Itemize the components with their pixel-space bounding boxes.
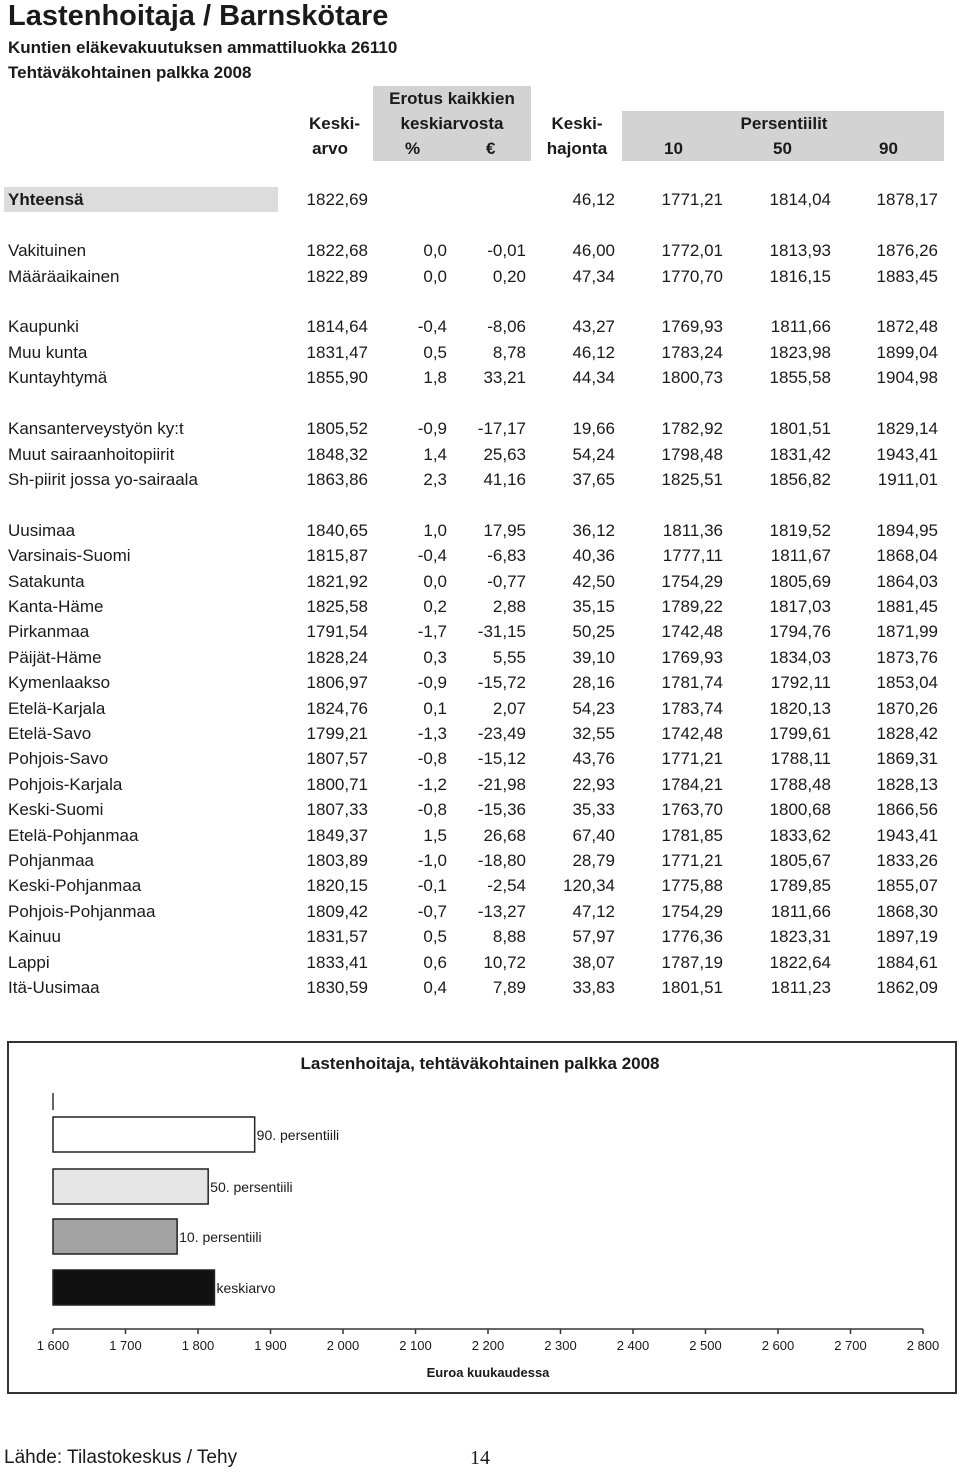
- cell-keskihajonta: 46,12: [572, 343, 615, 362]
- page-title: Lastenhoitaja / Barnskötare: [8, 0, 389, 32]
- chart-x-tick-label: 2 100: [399, 1338, 432, 1353]
- cell-erotus-pct: -1,2: [417, 775, 447, 794]
- cell-keskihajonta: 36,12: [572, 521, 615, 540]
- chart-bar: [53, 1117, 255, 1152]
- cell-erotus-eur: -15,12: [477, 749, 526, 768]
- cell-erotus-eur: 2,88: [492, 597, 526, 616]
- chart-x-axis-label: Euroa kuukaudessa: [426, 1365, 550, 1380]
- cell-p90: 1869,31: [876, 749, 938, 768]
- cell-keskihajonta: 33,83: [572, 978, 615, 997]
- cell-p10: 1798,48: [661, 445, 723, 464]
- cell-p90: 1868,04: [876, 546, 938, 565]
- cell-p50: 1856,82: [769, 470, 831, 489]
- header-euro: €: [486, 139, 496, 158]
- cell-keskiarvo: 1824,76: [306, 699, 368, 718]
- header-persentiilit: Persentiilit: [740, 114, 828, 133]
- cell-keskihajonta: 54,23: [572, 699, 615, 718]
- cell-keskiarvo: 1833,41: [306, 953, 368, 972]
- cell-p90: 1853,04: [876, 673, 938, 692]
- cell-erotus-eur: -23,49: [477, 724, 526, 743]
- cell-p50: 1805,69: [769, 572, 831, 591]
- cell-p50: 1833,62: [769, 826, 831, 845]
- cell-keskiarvo: 1800,71: [306, 775, 368, 794]
- row-label: Kansanterveystyön ky:t: [8, 419, 184, 438]
- cell-keskiarvo: 1855,90: [306, 368, 368, 387]
- cell-erotus-eur: 7,89: [492, 978, 526, 997]
- header-keskiarvo-line2: arvo: [312, 139, 348, 158]
- row-label: Pohjanmaa: [8, 851, 95, 870]
- cell-keskihajonta: 38,07: [572, 953, 615, 972]
- chart-x-tick-label: 1 700: [109, 1338, 142, 1353]
- cell-p90: 1878,17: [876, 190, 938, 209]
- chart-bar-label: 50. persentiili: [210, 1179, 293, 1195]
- cell-keskiarvo: 1799,21: [306, 724, 368, 743]
- chart-x-tick-label: 2 200: [471, 1338, 505, 1353]
- cell-erotus-pct: 1,8: [423, 368, 447, 387]
- cell-erotus-pct: 0,1: [423, 699, 447, 718]
- cell-keskihajonta: 37,65: [572, 470, 615, 489]
- chart-x-tick-label: 1 800: [181, 1338, 215, 1353]
- cell-keskihajonta: 46,12: [572, 190, 615, 209]
- row-label: Muu kunta: [8, 343, 88, 362]
- cell-keskiarvo: 1822,89: [306, 267, 368, 286]
- chart-x-tick-label: 2 800: [906, 1338, 940, 1353]
- row-label: Muut sairaanhoitopiirit: [8, 445, 175, 464]
- cell-keskihajonta: 28,79: [572, 851, 615, 870]
- cell-p90: 1862,09: [876, 978, 938, 997]
- cell-p90: 1870,26: [876, 699, 938, 718]
- cell-erotus-eur: 2,07: [492, 699, 526, 718]
- cell-keskiarvo: 1791,54: [306, 622, 368, 641]
- cell-erotus-pct: 0,6: [423, 953, 447, 972]
- cell-keskiarvo: 1831,47: [306, 343, 368, 362]
- row-label: Pohjois-Karjala: [8, 775, 123, 794]
- chart-bar: [53, 1169, 208, 1204]
- chart-x-tick-label: 2 600: [761, 1338, 795, 1353]
- source-note: Lähde: Tilastokeskus / Tehy: [4, 1447, 238, 1468]
- cell-p10: 1769,93: [661, 317, 723, 336]
- cell-p90: 1904,98: [876, 368, 938, 387]
- cell-p90: 1943,41: [876, 826, 938, 845]
- cell-erotus-eur: -21,98: [477, 775, 526, 794]
- cell-p10: 1754,29: [661, 572, 723, 591]
- cell-p90: 1897,19: [876, 927, 938, 946]
- cell-p50: 1834,03: [769, 648, 831, 667]
- chart-bar-label: keskiarvo: [216, 1280, 276, 1296]
- chart-x-tick-label: 2 000: [326, 1338, 360, 1353]
- cell-p90: 1876,26: [876, 241, 938, 260]
- cell-keskiarvo: 1822,69: [306, 190, 368, 209]
- row-label: Kainuu: [8, 927, 61, 946]
- cell-p10: 1742,48: [661, 724, 723, 743]
- cell-keskihajonta: 42,50: [572, 572, 615, 591]
- header-percent: %: [405, 139, 421, 158]
- chart-x-tick-label: 2 300: [544, 1338, 577, 1353]
- header-p10: 10: [664, 139, 683, 158]
- cell-p90: 1871,99: [876, 622, 938, 641]
- row-label: Keski-Pohjanmaa: [8, 876, 142, 895]
- cell-keskihajonta: 54,24: [572, 445, 615, 464]
- cell-p50: 1817,03: [769, 597, 831, 616]
- cell-erotus-pct: 0,4: [423, 978, 447, 997]
- cell-p90: 1828,13: [876, 775, 938, 794]
- row-label: Uusimaa: [8, 521, 76, 540]
- cell-p10: 1783,24: [661, 343, 723, 362]
- cell-p90: 1911,01: [877, 470, 938, 489]
- cell-erotus-eur: 25,63: [483, 445, 526, 464]
- chart-bar: [53, 1219, 177, 1254]
- cell-p90: 1829,14: [876, 419, 938, 438]
- cell-erotus-eur: 5,55: [492, 648, 526, 667]
- cell-erotus-eur: -17,17: [477, 419, 526, 438]
- row-label: Kuntayhtymä: [8, 368, 108, 387]
- cell-keskiarvo: 1820,15: [306, 876, 368, 895]
- row-label: Kanta-Häme: [8, 597, 104, 616]
- header-erotus-line1: Erotus kaikkien: [389, 89, 515, 108]
- cell-p50: 1788,11: [770, 749, 831, 768]
- row-label: Etelä-Pohjanmaa: [8, 826, 139, 845]
- cell-p50: 1831,42: [769, 445, 831, 464]
- chart-x-tick-label: 1 600: [36, 1338, 70, 1353]
- cell-keskiarvo: 1863,86: [306, 470, 368, 489]
- cell-erotus-eur: 8,88: [492, 927, 526, 946]
- cell-keskihajonta: 120,34: [563, 876, 615, 895]
- cell-erotus-eur: 33,21: [483, 368, 526, 387]
- cell-p90: 1864,03: [876, 572, 938, 591]
- cell-erotus-eur: 26,68: [483, 826, 526, 845]
- cell-p90: 1884,61: [876, 953, 938, 972]
- cell-erotus-pct: -0,4: [417, 546, 447, 565]
- cell-erotus-pct: 0,5: [423, 343, 447, 362]
- cell-p10: 1754,29: [661, 902, 723, 921]
- subtitle-salary-type: Tehtäväkohtainen palkka 2008: [8, 63, 252, 82]
- cell-keskiarvo: 1821,92: [306, 572, 368, 591]
- cell-p50: 1819,52: [769, 521, 831, 540]
- cell-keskihajonta: 39,10: [572, 648, 615, 667]
- cell-keskihajonta: 43,76: [572, 749, 615, 768]
- page-number: 14: [470, 1447, 490, 1469]
- row-label: Pirkanmaa: [8, 622, 90, 641]
- row-label: Satakunta: [8, 572, 85, 591]
- cell-keskiarvo: 1822,68: [306, 241, 368, 260]
- cell-erotus-eur: -13,27: [477, 902, 526, 921]
- cell-keskiarvo: 1807,33: [306, 800, 368, 819]
- chart-bar-label: 10. persentiili: [179, 1229, 262, 1245]
- cell-p50: 1811,23: [770, 978, 831, 997]
- cell-keskiarvo: 1830,59: [306, 978, 368, 997]
- cell-keskiarvo: 1840,65: [306, 521, 368, 540]
- cell-p10: 1789,22: [661, 597, 723, 616]
- cell-erotus-pct: 1,0: [423, 521, 447, 540]
- cell-p90: 1943,41: [876, 445, 938, 464]
- cell-keskiarvo: 1825,58: [306, 597, 368, 616]
- cell-p50: 1823,98: [769, 343, 831, 362]
- cell-erotus-pct: 0,0: [423, 572, 447, 591]
- chart-x-tick-label: 2 700: [834, 1338, 867, 1353]
- cell-erotus-eur: 8,78: [492, 343, 526, 362]
- cell-p10: 1770,70: [661, 267, 723, 286]
- cell-keskihajonta: 46,00: [572, 241, 615, 260]
- cell-erotus-eur: 0,20: [492, 267, 526, 286]
- cell-erotus-eur: -8,06: [487, 317, 526, 336]
- cell-keskihajonta: 47,12: [572, 902, 615, 921]
- header-p50: 50: [773, 139, 792, 158]
- header-keskiarvo-line1: Keski-: [308, 114, 360, 133]
- cell-erotus-eur: 41,16: [483, 470, 526, 489]
- cell-keskiarvo: 1831,57: [306, 927, 368, 946]
- cell-p50: 1811,66: [770, 902, 831, 921]
- cell-p50: 1855,58: [769, 368, 831, 387]
- cell-erotus-pct: 2,3: [423, 470, 447, 489]
- cell-erotus-pct: 1,5: [423, 826, 447, 845]
- cell-keskihajonta: 67,40: [572, 826, 615, 845]
- cell-p10: 1771,21: [661, 190, 723, 209]
- header-p90: 90: [879, 139, 898, 158]
- cell-keskihajonta: 19,66: [572, 419, 615, 438]
- cell-p10: 1783,74: [661, 699, 723, 718]
- cell-p90: 1894,95: [876, 521, 938, 540]
- header-erotus-line2: keskiarvosta: [400, 114, 504, 133]
- cell-erotus-eur: 17,95: [483, 521, 526, 540]
- cell-p50: 1811,66: [770, 317, 831, 336]
- row-label: Sh-piirit jossa yo-sairaala: [8, 470, 198, 489]
- cell-erotus-pct: 0,0: [423, 241, 447, 260]
- cell-erotus-pct: -0,9: [417, 419, 447, 438]
- cell-p90: 1872,48: [876, 317, 938, 336]
- cell-p10: 1787,19: [661, 953, 723, 972]
- chart-title: Lastenhoitaja, tehtäväkohtainen palkka 2008: [300, 1054, 660, 1073]
- cell-p90: 1833,26: [876, 851, 938, 870]
- cell-erotus-pct: -1,7: [417, 622, 447, 641]
- cell-keskihajonta: 47,34: [572, 267, 615, 286]
- cell-p50: 1788,48: [769, 775, 831, 794]
- cell-keskiarvo: 1814,64: [306, 317, 368, 336]
- cell-keskiarvo: 1805,52: [306, 419, 368, 438]
- cell-p10: 1771,21: [661, 749, 723, 768]
- cell-p50: 1792,11: [770, 673, 831, 692]
- cell-p10: 1781,85: [661, 826, 723, 845]
- header-keskihajonta-line2: hajonta: [546, 139, 608, 158]
- subtitle-occupation-class: Kuntien eläkevakuutuksen ammattiluokka 26110: [8, 38, 398, 57]
- cell-p90: 1855,07: [876, 876, 938, 895]
- cell-keskiarvo: 1815,87: [306, 546, 368, 565]
- cell-p50: 1814,04: [769, 190, 831, 209]
- cell-keskiarvo: 1806,97: [306, 673, 368, 692]
- cell-p10: 1742,48: [661, 622, 723, 641]
- cell-p10: 1811,36: [662, 521, 723, 540]
- cell-erotus-eur: -2,54: [487, 876, 526, 895]
- cell-erotus-eur: -18,80: [477, 851, 526, 870]
- cell-erotus-eur: -15,72: [477, 673, 526, 692]
- cell-p10: 1801,51: [661, 978, 723, 997]
- row-label: Määräaikainen: [8, 267, 120, 286]
- cell-erotus-pct: 0,0: [423, 267, 447, 286]
- cell-erotus-eur: -0,01: [487, 241, 526, 260]
- cell-erotus-pct: -0,8: [417, 749, 447, 768]
- cell-p90: 1881,45: [876, 597, 938, 616]
- cell-keskihajonta: 22,93: [572, 775, 615, 794]
- cell-keskiarvo: 1848,32: [306, 445, 368, 464]
- cell-p50: 1800,68: [769, 800, 831, 819]
- cell-keskihajonta: 57,97: [572, 927, 615, 946]
- cell-erotus-pct: -0,8: [417, 800, 447, 819]
- cell-erotus-pct: 0,3: [423, 648, 447, 667]
- chart-bar-label: 90. persentiili: [256, 1127, 340, 1143]
- cell-p90: 1866,56: [876, 800, 938, 819]
- cell-erotus-eur: -6,83: [487, 546, 526, 565]
- cell-p50: 1801,51: [769, 419, 831, 438]
- cell-p50: 1813,93: [769, 241, 831, 260]
- cell-keskiarvo: 1849,37: [306, 826, 368, 845]
- cell-p10: 1825,51: [661, 470, 723, 489]
- cell-p10: 1763,70: [661, 800, 723, 819]
- row-label: Yhteensä: [8, 190, 84, 209]
- row-label: Varsinais-Suomi: [8, 546, 131, 565]
- cell-p10: 1776,36: [661, 927, 723, 946]
- cell-p10: 1784,21: [661, 775, 723, 794]
- cell-p90: 1828,42: [876, 724, 938, 743]
- cell-keskiarvo: 1828,24: [306, 648, 368, 667]
- cell-keskihajonta: 43,27: [572, 317, 615, 336]
- header-keskihajonta-line1: Keski-: [551, 114, 603, 133]
- row-label: Kaupunki: [8, 317, 79, 336]
- cell-keskihajonta: 28,16: [572, 673, 615, 692]
- row-label: Itä-Uusimaa: [8, 978, 100, 997]
- cell-p10: 1772,01: [661, 241, 723, 260]
- cell-p90: 1873,76: [876, 648, 938, 667]
- cell-keskihajonta: 40,36: [572, 546, 615, 565]
- cell-erotus-pct: -0,4: [417, 317, 447, 336]
- cell-keskiarvo: 1807,57: [306, 749, 368, 768]
- cell-p10: 1800,73: [661, 368, 723, 387]
- row-label: Päijät-Häme: [8, 648, 102, 667]
- cell-p10: 1775,88: [661, 876, 723, 895]
- cell-p50: 1805,67: [769, 851, 831, 870]
- cell-erotus-pct: 0,5: [423, 927, 447, 946]
- cell-erotus-pct: 1,4: [423, 445, 447, 464]
- cell-erotus-eur: -15,36: [477, 800, 526, 819]
- cell-erotus-pct: -0,7: [417, 902, 447, 921]
- cell-p10: 1782,92: [661, 419, 723, 438]
- row-label: Etelä-Karjala: [8, 699, 106, 718]
- row-label: Lappi: [8, 953, 50, 972]
- cell-erotus-pct: 0,2: [423, 597, 447, 616]
- cell-p50: 1816,15: [769, 267, 831, 286]
- cell-erotus-pct: -0,1: [417, 876, 447, 895]
- cell-keskihajonta: 32,55: [572, 724, 615, 743]
- row-label: Pohjois-Savo: [8, 749, 109, 768]
- cell-erotus-pct: -1,3: [417, 724, 447, 743]
- cell-keskiarvo: 1809,42: [306, 902, 368, 921]
- row-label: Vakituinen: [8, 241, 87, 260]
- cell-p50: 1823,31: [769, 927, 831, 946]
- cell-keskiarvo: 1803,89: [306, 851, 368, 870]
- chart-x-tick-label: 1 900: [254, 1338, 287, 1353]
- cell-p50: 1820,13: [769, 699, 831, 718]
- cell-p10: 1769,93: [661, 648, 723, 667]
- cell-keskihajonta: 44,34: [572, 368, 615, 387]
- cell-erotus-eur: 10,72: [483, 953, 526, 972]
- cell-p10: 1771,21: [661, 851, 723, 870]
- cell-p90: 1868,30: [876, 902, 938, 921]
- cell-p10: 1777,11: [662, 546, 723, 565]
- row-label: Etelä-Savo: [8, 724, 92, 743]
- cell-p50: 1789,85: [769, 876, 831, 895]
- cell-p50: 1794,76: [769, 622, 831, 641]
- cell-p90: 1883,45: [876, 267, 938, 286]
- cell-p50: 1822,64: [769, 953, 831, 972]
- cell-keskihajonta: 35,33: [572, 800, 615, 819]
- chart-x-tick-label: 2 400: [616, 1338, 650, 1353]
- cell-erotus-eur: -0,77: [487, 572, 526, 591]
- cell-erotus-pct: -0,9: [417, 673, 447, 692]
- chart-bar: [53, 1270, 214, 1305]
- cell-erotus-pct: -1,0: [417, 851, 447, 870]
- cell-erotus-eur: -31,15: [477, 622, 526, 641]
- cell-keskihajonta: 50,25: [572, 622, 615, 641]
- cell-p50: 1811,67: [770, 546, 831, 565]
- row-label: Kymenlaakso: [8, 673, 111, 692]
- cell-p10: 1781,74: [661, 673, 723, 692]
- row-label: Pohjois-Pohjanmaa: [8, 902, 156, 921]
- row-label: Keski-Suomi: [8, 800, 104, 819]
- cell-keskihajonta: 35,15: [572, 597, 615, 616]
- chart-x-tick-label: 2 500: [689, 1338, 722, 1353]
- cell-p50: 1799,61: [769, 724, 831, 743]
- cell-p90: 1899,04: [876, 343, 938, 362]
